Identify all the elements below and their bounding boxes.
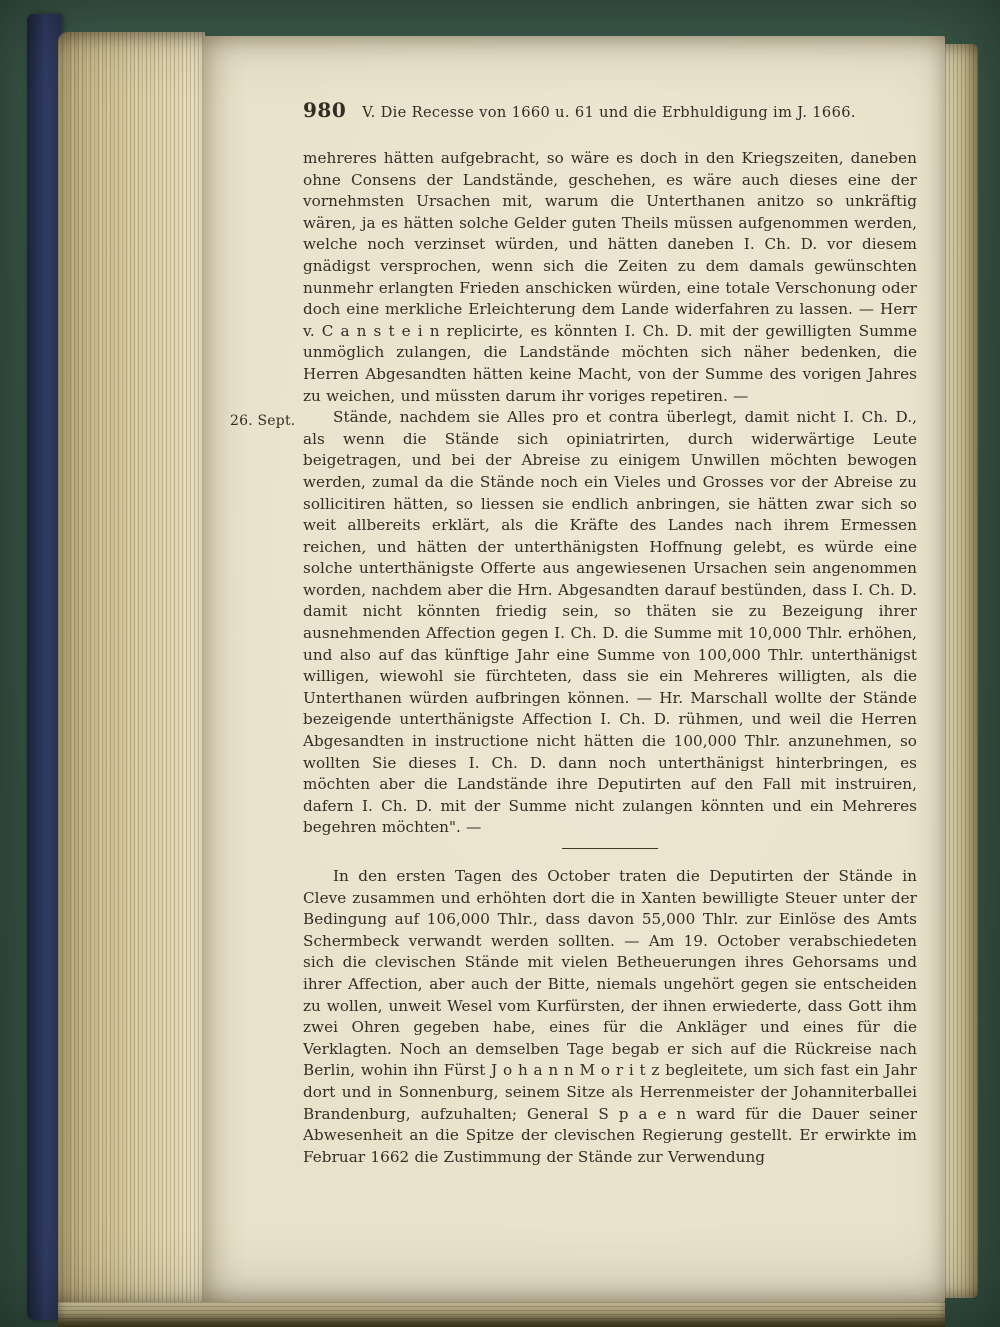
chapter-heading: V. Die Recesse von 1660 u. 61 und die Erbhuldigung im J. 1666.: [362, 104, 856, 121]
section-divider: [562, 848, 658, 849]
margin-note-date: 26. Sept.: [230, 413, 296, 429]
paragraph-continuation: mehreres hätten aufgebracht, so wäre es doch in den Kriegszeiten, daneben ohne Consens der Landstände, geschehen, es wäre auch dieses eine der vornehmsten Ursachen mit, warum die Unterthanen anitzo so unkräftig wären, ja es hätten solche Gelder guten Theils müssen aufgenommen werden, welche noch verzinset würden, und hätten daneben I. Ch. D. vor diesem gnädigst versprochen, wenn sich die Zeiten zu dem damals gewünschten nunmehr erlangten Frieden anschicken würden, eine totale Verschonung oder doch eine merkliche Erleichterung dem Lande widerfahren zu lassen. — Herr v. C a n s t e i n replicirte, es könnten I. Ch. D. mit der gewilligten Summe unmöglich zulangen, die Landstände möchten sich näher bedenken, die Herren Abgesandten hätten keine Macht, von der Summe des vorigen Jahres zu weichen, und müssten darum ihr voriges repetiren. —: [303, 149, 917, 405]
page-edges-bottom: [58, 1302, 945, 1327]
body-text: [303, 148, 917, 1168]
book-page: [203, 36, 945, 1302]
page-header: [303, 98, 918, 122]
page-number: 980: [303, 98, 347, 122]
book-cover-edge: [27, 14, 61, 1320]
paragraph-staende: Stände, nachdem sie Alles pro et contra überlegt, damit nicht I. Ch. D., als wenn die Stände sich opiniatrirten, durch widerwärtige Leute beigetragen, und bei der Abreise zu einigem Unwillen möchten bewogen werden, zumal da die Stände noch ein Vieles und Grosses vor der Abreise zu sollicitiren hätten, so liessen sie endlich anbringen, sie hätten zwar sich so weit allbereits erklärt, als die Kräfte des Landes nach ihrem Ermessen reichen, und hätten der unterthänigsten Hoffnung gelebt, es würde eine solche unterthänigste Offerte aus angewiesenen Ursachen sein angenommen worden, nachdem aber die Hrn. Abgesandten darauf bestünden, dass I. Ch. D. damit nicht könnten friedig sein, so thäten sie zu Bezeigung ihrer ausnehmenden Affection gegen I. Ch. D. die Summe mit 10,000 Thlr. erhöhen, und also auf das künftige Jahr eine Summe von 100,000 Thlr. unterthänigst willigen, wiewohl sie fürchteten, dass sie ein Mehreres willigten, als die Unterthanen würden aufbringen können. — Hr. Marschall wollte der Stände bezeigende unterthänigste Affection I. Ch. D. rühmen, und weil die Herren Abgesandten in instructione nicht hätten die 100,000 Thlr. anzunehmen, so wollten Sie dieses I. Ch. D. dann noch unterthänigst hinterbringen, es möchten aber die Landstände ihre Deputirten auf den Fall mit instruiren, dafern I. Ch. D. mit der Summe nicht zulangen könnten und ein Mehreres begehren möchten". —: [303, 408, 917, 837]
paragraph-october: In den ersten Tagen des October traten die Deputirten der Stände in Cleve zusammen und erhöhten dort die in Xanten bewilligte Steuer unter der Bedingung auf 106,000 Thlr., dass davon 55,000 Thlr. zur Einlöse des Amts Schermbeck verwandt werden sollten. — Am 19. October verabschiedeten sich die clevischen Stände mit vielen Betheuerungen ihres Gehorsams und ihrer Affection, aber auch der Bitte, niemals ungehört gegen sie entscheiden zu wollen, unweit Wesel vom Kurfürsten, der ihnen erwiederte, dass Gott ihm zwei Ohren gegeben habe, eines für die Ankläger und eines für die Verklagten. Noch an demselben Tage begab er sich auf die Rückreise nach Berlin, wohin ihn Fürst J o h a n n M o r i t z begleitete, um sich fast ein Jahr dort und in Sonnenburg, seinem Sitze als Herrenmeister der Johanniterballei Brandenburg, aufzuhalten; General S p a e n ward für die Dauer seiner Abwesenheit an die Spitze der clevischen Regierung gestellt. Er erwirkte im Februar 1662 die Zustimmung der Stände zur Verwendung: [303, 867, 917, 1166]
page-edges-left: [58, 32, 205, 1308]
page-edges-right: [945, 44, 978, 1298]
